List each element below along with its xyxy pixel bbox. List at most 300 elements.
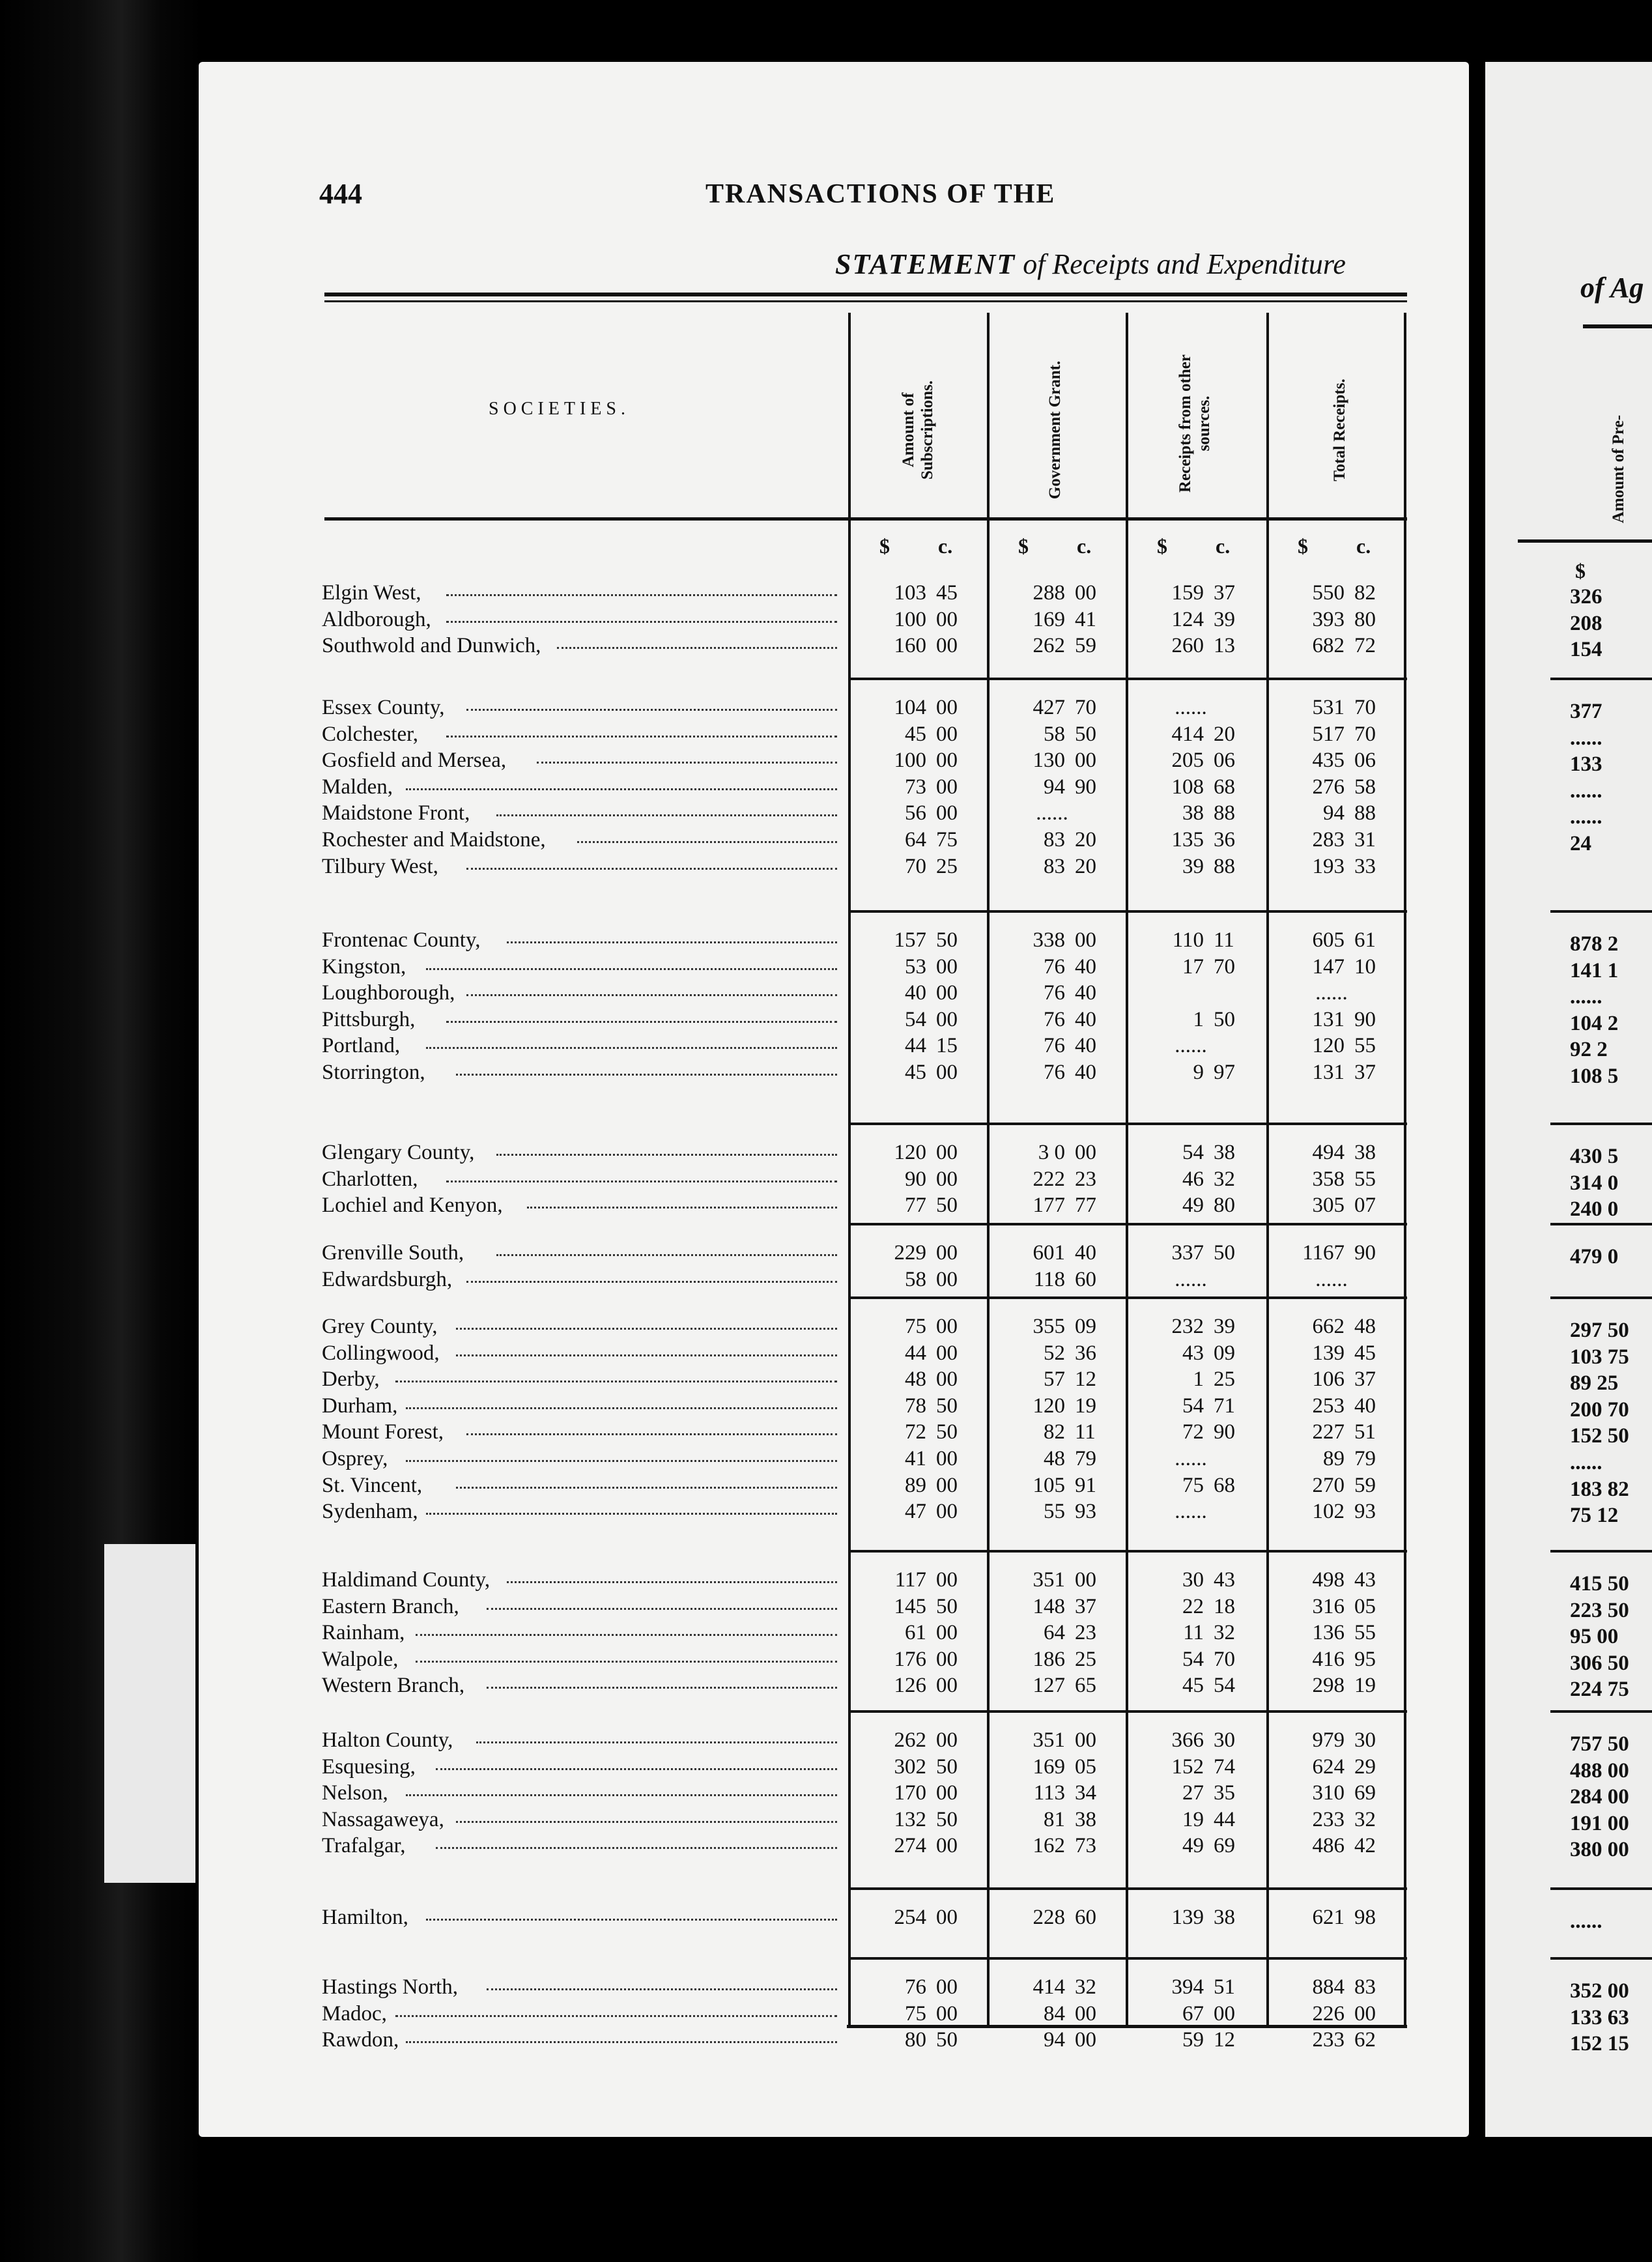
cents-value: 15 [936, 1034, 958, 1058]
cents-value: 51 [1214, 1975, 1235, 1999]
cents-value: 00 [936, 1500, 958, 1524]
empty-value: ...... [1315, 1267, 1348, 1291]
leader-dots [557, 633, 837, 649]
cents-value: 88 [1354, 801, 1376, 825]
dollar-value: 605 [1312, 928, 1345, 952]
dollar-value: 131 [1312, 1007, 1345, 1031]
dollar-value: 83 [1044, 854, 1065, 878]
society-name: Haldimand County, [322, 1568, 491, 1592]
dollar-value: 54 [1182, 1647, 1204, 1671]
dollar-value: 435 [1312, 749, 1345, 773]
cents-value: 32 [1214, 1167, 1235, 1191]
cents-value: 40 [1075, 1034, 1096, 1058]
leader-dots [436, 1833, 837, 1849]
dollar-value: 54 [1182, 1394, 1204, 1418]
cents-value: 91 [1075, 1473, 1096, 1497]
cents-value: 95 [1354, 1647, 1376, 1671]
cents-value: 00 [1075, 928, 1096, 952]
cents-value: 10 [1354, 954, 1376, 979]
dollar-value: 226 [1312, 2001, 1345, 2026]
cents-value: 55 [1354, 1034, 1376, 1058]
dollar-value: 94 [1044, 2028, 1065, 2052]
cents-value: 80 [1354, 607, 1376, 631]
dollar-value: 162 [1032, 1834, 1065, 1858]
right-page-heading: of Ag [1580, 272, 1644, 304]
cents-value: 00 [936, 1241, 958, 1265]
dollar-value: 305 [1312, 1194, 1345, 1218]
dollar-value: 81 [1044, 1807, 1065, 1831]
right-page-value: 757 50 [1570, 1732, 1629, 1756]
cents-value: 06 [1354, 749, 1376, 773]
dollar-value: 601 [1032, 1241, 1065, 1265]
dollar-value: 394 [1171, 1975, 1204, 1999]
dollar-value: 52 [1044, 1341, 1065, 1365]
leader-dots [466, 694, 838, 711]
dollar-value: 1 [1193, 1367, 1204, 1392]
cents-value: 40 [1075, 981, 1096, 1005]
dollar-value: 76 [905, 1975, 926, 1999]
right-page-value: 224 75 [1570, 1678, 1629, 1702]
cents-value: 93 [1354, 1500, 1376, 1524]
cents-value: 09 [1214, 1341, 1235, 1365]
col-divider-3 [1126, 313, 1128, 2026]
cents-value: 50 [936, 1420, 958, 1444]
leader-dots [487, 1594, 838, 1610]
dollar-value: 118 [1033, 1267, 1065, 1291]
cents-value: 33 [1354, 854, 1376, 878]
dollar-value: 84 [1044, 2001, 1065, 2026]
dollar-value: 80 [905, 2028, 926, 2052]
cents-value: 00 [936, 749, 958, 773]
cents-value: 48 [1354, 1315, 1376, 1338]
dollar-value: 176 [894, 1647, 926, 1671]
right-group-rule [1550, 910, 1652, 913]
dollar-value: 159 [1171, 581, 1204, 605]
dollar-value: 45 [905, 1061, 926, 1084]
dollar-value: 1167 [1302, 1241, 1345, 1265]
cents-value: 00 [1075, 749, 1096, 773]
cents-value: 44 [1214, 1807, 1235, 1831]
dollar-value: 276 [1312, 775, 1345, 799]
society-name: Kingston, [322, 954, 406, 979]
group-rule [848, 910, 1407, 913]
cents-value: 54 [1214, 1674, 1235, 1698]
dollar-value: 75 [905, 1315, 926, 1338]
cents-value: 35 [1214, 1781, 1235, 1805]
group-rule [848, 1123, 1407, 1125]
dollar-value: 78 [905, 1394, 926, 1418]
dollar-value: 75 [1182, 1473, 1204, 1497]
dollar-value: 358 [1312, 1167, 1345, 1191]
dollar-value: 310 [1312, 1781, 1345, 1805]
dollar-value: 177 [1032, 1194, 1065, 1218]
cents-value: 90 [1354, 1241, 1376, 1265]
society-name: Lochiel and Kenyon, [322, 1194, 503, 1218]
cents-value: 23 [1075, 1621, 1096, 1645]
cents-value: 58 [1354, 775, 1376, 799]
cents-value: 00 [936, 1473, 958, 1497]
dollar-value: 222 [1032, 1167, 1065, 1191]
empty-value: ...... [1175, 1447, 1207, 1470]
dollar-value: 274 [894, 1834, 926, 1858]
right-page-value: ...... [1570, 779, 1602, 803]
society-name: Nassagaweya, [322, 1807, 444, 1831]
cents-value: 65 [1075, 1674, 1096, 1698]
cents-value: 00 [936, 1007, 958, 1031]
right-page-value: 183 82 [1570, 1477, 1629, 1501]
cents-value: 72 [1354, 634, 1376, 658]
dollar-value: 233 [1312, 1807, 1345, 1831]
dollar-value: 59 [1182, 2028, 1204, 2052]
right-group-rule [1550, 1710, 1652, 1713]
cents-value: 69 [1354, 1781, 1376, 1805]
cents-value: 18 [1214, 1594, 1235, 1618]
dollar-value: 169 [1032, 1754, 1065, 1779]
cents-value: 55 [1354, 1167, 1376, 1191]
cents-value: 39 [1214, 1315, 1235, 1338]
society-name: Frontenac County, [322, 928, 481, 952]
leader-dots [466, 853, 838, 870]
dollar-value: 100 [894, 607, 926, 631]
cents-value: 60 [1075, 1906, 1096, 1929]
society-name: Charlotten, [322, 1167, 418, 1191]
society-name: Sydenham, [322, 1500, 418, 1524]
col-header-other-receipts: Receipts from other sources. [1176, 354, 1213, 493]
cents-value: 11 [1214, 928, 1234, 952]
cents-value: 68 [1214, 775, 1235, 799]
dollar-value: 416 [1312, 1647, 1345, 1671]
society-name: Grey County, [322, 1315, 438, 1338]
dollar-value: 260 [1171, 634, 1204, 658]
cents-value: 00 [936, 722, 958, 746]
dollar-value: 38 [1182, 801, 1204, 825]
right-page-value: 479 0 [1570, 1245, 1619, 1268]
dollar-value: 89 [1323, 1447, 1345, 1470]
cents-value: 30 [1354, 1728, 1376, 1752]
dollar-value: 131 [1312, 1061, 1345, 1084]
dollar-value: 130 [1032, 749, 1065, 773]
society-name: Essex County, [322, 696, 445, 719]
running-head: TRANSACTIONS OF THE [705, 179, 1056, 209]
leader-dots [446, 607, 838, 623]
society-name: Nelson, [322, 1781, 388, 1805]
cents-value: 00 [936, 2001, 958, 2026]
societies-header: SOCIETIES. [489, 399, 630, 419]
empty-value: ...... [1175, 1034, 1207, 1058]
society-name: Southwold and Dunwich, [322, 634, 541, 658]
leader-dots [496, 1139, 837, 1156]
cents-value: 12 [1214, 2028, 1235, 2052]
right-page-value: 297 50 [1570, 1319, 1629, 1342]
dollar-value: 44 [905, 1034, 926, 1058]
cents-value: 00 [936, 1728, 958, 1752]
right-page-value: 415 50 [1570, 1572, 1629, 1596]
cents-value: 41 [1075, 607, 1096, 631]
cents-value: 00 [936, 1061, 958, 1084]
right-group-rule [1550, 1957, 1652, 1960]
right-page-value: 878 2 [1570, 932, 1619, 956]
cents-value: 42 [1354, 1834, 1376, 1858]
society-name: Hastings North, [322, 1975, 458, 1999]
leader-dots [426, 1033, 838, 1049]
dollar-value: 108 [1171, 775, 1204, 799]
cents-value: 90 [1075, 775, 1096, 799]
empty-value: ...... [1175, 1500, 1207, 1524]
dollar-value: 624 [1312, 1754, 1345, 1779]
dollar-value: 393 [1312, 607, 1345, 631]
statement-title-rest: of Receipts and Expenditure [1016, 248, 1346, 280]
cents-value: 00 [936, 1568, 958, 1592]
dollar-value: 58 [1044, 722, 1065, 746]
cents-value: 50 [936, 1807, 958, 1831]
dollar-value: 27 [1182, 1781, 1204, 1805]
dollar-value: 57 [1044, 1367, 1065, 1392]
dollar-value: 126 [894, 1674, 926, 1698]
cents-value: 00 [936, 1141, 958, 1164]
society-name: Maidstone Front, [322, 801, 470, 825]
dollar-value: 298 [1312, 1674, 1345, 1698]
dollar-value: 100 [894, 749, 926, 773]
society-name: Tilbury West, [322, 854, 438, 878]
cents-value: 00 [936, 1906, 958, 1929]
cents-value: 25 [936, 854, 958, 878]
cents-value: 36 [1075, 1341, 1096, 1365]
cents-value: 60 [1075, 1267, 1096, 1291]
society-name: Western Branch, [322, 1674, 465, 1698]
cents-value: 55 [1354, 1621, 1376, 1645]
unit-dollar: $ [879, 534, 890, 558]
empty-value: ...... [1175, 696, 1207, 719]
unit-dollar: $ [1018, 534, 1029, 558]
unit-cents: c. [938, 534, 953, 558]
dollar-value: 48 [905, 1367, 926, 1392]
cents-value: 70 [1214, 954, 1235, 979]
cents-value: 50 [936, 2028, 958, 2052]
right-page-value: ...... [1570, 1910, 1602, 1933]
leader-dots [456, 1807, 837, 1823]
dollar-value: 72 [1182, 1420, 1204, 1444]
leader-dots [456, 1313, 837, 1330]
dollar-value: 47 [905, 1500, 926, 1524]
cents-value: 40 [1075, 954, 1096, 979]
dollar-value: 157 [894, 928, 926, 952]
dollar-value: 48 [1044, 1447, 1065, 1470]
dollar-value: 682 [1312, 634, 1345, 658]
dollar-value: 94 [1323, 801, 1345, 825]
cents-value: 90 [1354, 1007, 1376, 1031]
cents-value: 36 [1214, 828, 1235, 852]
paper-strip [104, 1544, 195, 1883]
cents-value: 50 [936, 1394, 958, 1418]
leader-dots [487, 1672, 838, 1689]
cents-value: 40 [1075, 1061, 1096, 1084]
dollar-value: 662 [1312, 1315, 1345, 1338]
cents-value: 79 [1354, 1447, 1376, 1470]
dollar-value: 39 [1182, 854, 1204, 878]
cents-value: 68 [1214, 1473, 1235, 1497]
dollar-value: 72 [905, 1420, 926, 1444]
cents-value: 79 [1075, 1447, 1096, 1470]
leader-dots [456, 1059, 837, 1076]
group-rule [848, 1223, 1407, 1225]
cents-value: 50 [1214, 1007, 1235, 1031]
society-name: Eastern Branch, [322, 1594, 459, 1618]
dollar-value: 64 [1044, 1621, 1065, 1645]
dollar-value: 145 [894, 1594, 926, 1618]
dollar-value: 49 [1182, 1834, 1204, 1858]
right-page-value: 75 12 [1570, 1504, 1619, 1528]
dollar-value: 366 [1171, 1728, 1204, 1752]
dollar-value: 11 [1183, 1621, 1204, 1645]
dollar-value: 1 [1193, 1007, 1204, 1031]
dollar-value: 170 [894, 1781, 926, 1805]
dollar-value: 17 [1182, 954, 1204, 979]
group-rule [848, 1957, 1407, 1960]
right-page-value: 430 5 [1570, 1145, 1619, 1168]
dollar-value: 147 [1312, 954, 1345, 979]
society-name: Walpole, [322, 1647, 399, 1671]
dollar-value: 89 [905, 1473, 926, 1497]
society-name: St. Vincent, [322, 1473, 423, 1497]
right-page-value: 200 70 [1570, 1397, 1629, 1422]
society-name: Grenville South, [322, 1241, 464, 1265]
dollar-value: 288 [1032, 581, 1065, 605]
cents-value: 74 [1214, 1754, 1235, 1779]
society-name: Colchester, [322, 722, 419, 746]
cents-value: 00 [936, 607, 958, 631]
empty-value: ...... [1036, 801, 1068, 825]
cents-value: 38 [1354, 1141, 1376, 1164]
leader-dots [466, 1267, 838, 1283]
cents-value: 09 [1075, 1315, 1096, 1338]
leader-dots [496, 800, 837, 816]
dollar-value: 262 [1032, 634, 1065, 658]
dollar-value: 94 [1044, 775, 1065, 799]
cents-value: 00 [936, 954, 958, 979]
right-page-value: 103 75 [1570, 1345, 1629, 1369]
leader-dots [426, 1904, 838, 1921]
dollar-value: 228 [1032, 1906, 1065, 1929]
dollar-value: 229 [894, 1241, 926, 1265]
dollar-value: 76 [1044, 1034, 1065, 1058]
leader-dots [436, 1754, 837, 1770]
cents-value: 70 [1075, 696, 1096, 719]
leader-dots [537, 747, 837, 764]
dollar-value: 106 [1312, 1367, 1345, 1392]
dollar-value: 64 [905, 828, 926, 852]
leader-dots [446, 721, 838, 737]
cents-value: 05 [1354, 1594, 1376, 1618]
unit-cents: c. [1216, 534, 1231, 558]
leader-dots [507, 1567, 838, 1583]
cents-value: 00 [936, 1975, 958, 1999]
dollar-value: 82 [1044, 1420, 1065, 1444]
group-rule [848, 1296, 1407, 1299]
cents-value: 00 [936, 1674, 958, 1698]
society-name: Collingwood, [322, 1341, 440, 1365]
society-name: Pittsburgh, [322, 1007, 416, 1031]
cents-value: 00 [1075, 1568, 1096, 1592]
dollar-value: 58 [905, 1267, 926, 1291]
cents-value: 00 [936, 981, 958, 1005]
book-binding [0, 0, 202, 2262]
cents-value: 51 [1354, 1420, 1376, 1444]
cents-value: 97 [1214, 1061, 1235, 1084]
cents-value: 45 [1354, 1341, 1376, 1365]
society-name: Storrington, [322, 1061, 425, 1084]
dollar-value: 283 [1312, 828, 1345, 852]
dollar-value: 302 [894, 1754, 926, 1779]
page-number: 444 [319, 178, 362, 210]
cents-value: 37 [1354, 1367, 1376, 1392]
cents-value: 00 [936, 1315, 958, 1338]
col-divider-5 [1404, 313, 1406, 2026]
unit-cents: c. [1356, 534, 1371, 558]
right-group-rule [1550, 1550, 1652, 1553]
cents-value: 20 [1075, 854, 1096, 878]
cents-value: 45 [936, 581, 958, 605]
unit-cents: c. [1077, 534, 1092, 558]
dollar-value: 76 [1044, 1061, 1065, 1084]
unit-dollar: $ [1157, 534, 1167, 558]
society-name: Mount Forest, [322, 1420, 444, 1444]
cents-value: 93 [1075, 1500, 1096, 1524]
right-group-rule [1550, 1887, 1652, 1890]
dollar-value: 139 [1312, 1341, 1345, 1365]
cents-value: 59 [1354, 1473, 1376, 1497]
cents-value: 50 [936, 1594, 958, 1618]
col-divider-4 [1266, 313, 1269, 2026]
right-page-value: 133 63 [1570, 2005, 1629, 2029]
group-rule [848, 678, 1407, 680]
right-page-value: 92 2 [1570, 1038, 1608, 1062]
dollar-value: 46 [1182, 1167, 1204, 1191]
right-page-value: ...... [1570, 1451, 1602, 1474]
right-page-value: 133 [1570, 752, 1602, 777]
cents-value: 00 [936, 1781, 958, 1805]
cents-value: 50 [1075, 722, 1096, 746]
dollar-value: 414 [1171, 722, 1204, 746]
dollar-value: 54 [1182, 1141, 1204, 1164]
dollar-value: 498 [1312, 1568, 1345, 1592]
cents-value: 19 [1075, 1394, 1096, 1418]
cents-value: 61 [1354, 928, 1376, 952]
cents-value: 70 [1214, 1647, 1235, 1671]
dollar-value: 531 [1312, 696, 1345, 719]
cents-value: 37 [1075, 1594, 1096, 1618]
leader-dots [456, 1472, 837, 1489]
cents-value: 00 [936, 1167, 958, 1191]
cents-value: 98 [1354, 1906, 1376, 1929]
cents-value: 00 [936, 1341, 958, 1365]
right-page-value: 191 00 [1570, 1811, 1629, 1835]
dollar-value: 44 [905, 1341, 926, 1365]
dollar-value: 55 [1044, 1500, 1065, 1524]
cents-value: 88 [1214, 801, 1235, 825]
leader-dots [466, 980, 838, 996]
cents-value: 00 [1214, 2001, 1235, 2026]
society-name: Rainham, [322, 1621, 405, 1645]
society-name: Rochester and Maidstone, [322, 828, 546, 852]
leader-dots [496, 1240, 837, 1256]
cents-value: 00 [1075, 581, 1096, 605]
leader-dots [466, 1419, 838, 1435]
cents-value: 43 [1354, 1568, 1376, 1592]
leader-dots [406, 1446, 838, 1462]
cents-value: 50 [936, 1194, 958, 1218]
dollar-value: 77 [905, 1194, 926, 1218]
dollar-value: 132 [894, 1807, 926, 1831]
